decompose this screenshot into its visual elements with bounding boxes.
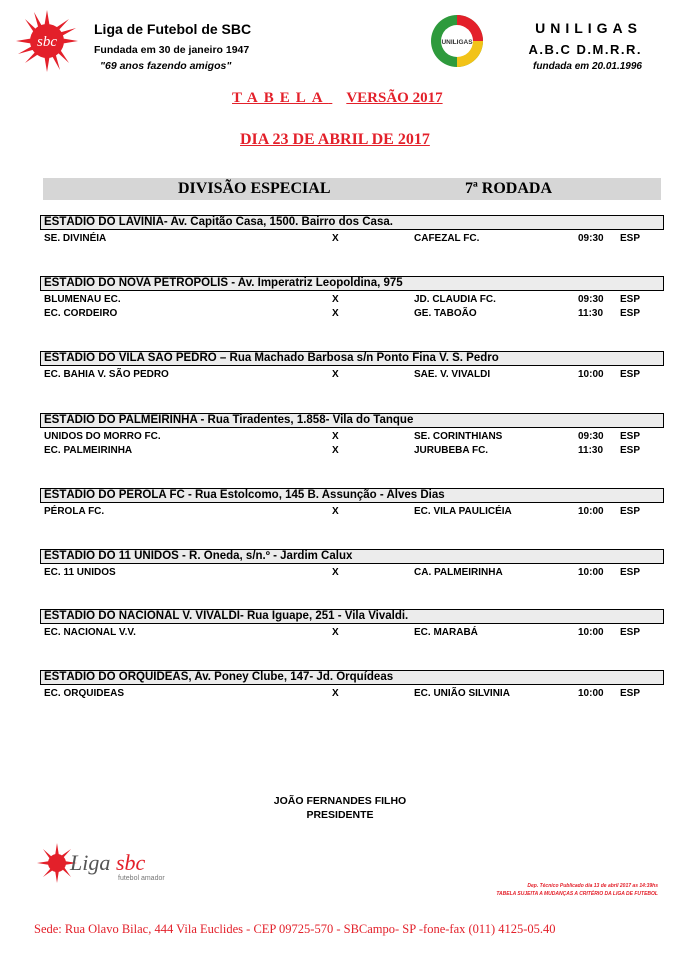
- liga-sbc-logo: [14, 8, 80, 74]
- footer-logo-liga: Liga: [70, 850, 111, 875]
- uniligas-title: UNILIGAS: [535, 20, 642, 36]
- home-team: EC. 11 UNIDOS: [44, 567, 116, 578]
- kickoff-time: 10:00: [578, 627, 604, 638]
- home-team: BLUMENAU EC.: [44, 294, 121, 305]
- match-row: [44, 369, 644, 383]
- away-team: EC. UNIÃO SILVINIA: [414, 688, 510, 699]
- home-team: EC. PALMEIRINHA: [44, 445, 133, 456]
- tabela-word: TABELA: [232, 90, 329, 106]
- stadium-header: ESTÁDIO DO 11 UNIDOS - R. Oneda, s/n.º - Jardim Calux: [40, 549, 664, 564]
- kickoff-time: 10:00: [578, 567, 604, 578]
- away-team: SE. CORINTHIANS: [414, 431, 503, 442]
- stadium-header: ESTÁDIO DO PALMEIRINHA - Rua Tiradentes, 1.858- Vila do Tanque: [40, 413, 664, 428]
- uniligas-ring-icon: [428, 12, 486, 70]
- match-row: [44, 688, 644, 702]
- round-label: 7ª RODADA: [465, 180, 553, 197]
- division-name: DIVISÃO ESPECIAL: [178, 180, 331, 197]
- division-code: ESP: [620, 233, 641, 244]
- division-code: ESP: [620, 567, 641, 578]
- away-team: CA. PALMEIRINHA: [414, 567, 503, 578]
- svg-text:sbc: sbc: [37, 34, 57, 50]
- division-bar: [43, 178, 661, 200]
- versus-mark: X: [332, 233, 339, 244]
- stadium-header: ESTÁDIO DO NOVA PETRÓPOLIS - Av. Imperatriz Leopoldina, 975: [40, 276, 664, 291]
- uniligas-subtitle: A.B.C D.M.R.R.: [528, 42, 642, 57]
- away-team: EC. VILA PAULICÉIA: [414, 506, 512, 517]
- kickoff-time: 10:00: [578, 688, 604, 699]
- kickoff-time: 11:30: [578, 308, 604, 319]
- division-code: ESP: [620, 445, 641, 456]
- stadium-header: ESTÁDIO DO PÉROLA FC - Rua Estolcomo, 145 B. Assunção - Alves Dias: [40, 488, 664, 503]
- division-code: ESP: [620, 369, 641, 380]
- kickoff-time: 10:00: [578, 506, 604, 517]
- sbc-sunburst-icon: [14, 8, 80, 74]
- away-team: JURUBEBA FC.: [414, 445, 489, 456]
- versus-mark: X: [332, 294, 339, 305]
- footer-logo-subtitle: futebol amador: [118, 875, 165, 882]
- uniligas-header: [529, 20, 642, 72]
- footer-logo: [36, 838, 186, 888]
- away-team: CAFEZAL FC.: [414, 233, 480, 244]
- stadium-header: ESTÁDIO DO NACIONAL V. VIVALDI- Rua Iguape, 251 - Vila Vivaldi.: [40, 609, 664, 624]
- versus-mark: X: [332, 431, 339, 442]
- kickoff-time: 09:30: [578, 294, 604, 305]
- signature-title: PRESIDENTE: [306, 809, 374, 821]
- uniligas-logo: [428, 12, 486, 70]
- publication-note: Dep. Técnico Publicado dia 13 de abril 2017 as 14:39hs: [527, 883, 658, 889]
- versus-mark: X: [332, 369, 339, 380]
- division-code: ESP: [620, 431, 641, 442]
- league-motto: "69 anos fazendo amigos": [100, 60, 232, 72]
- home-team: EC. NACIONAL V.V.: [44, 627, 136, 638]
- versus-mark: X: [332, 506, 339, 517]
- home-team: EC. ORQUIDEAS: [44, 688, 125, 699]
- disclaimer-note: TABELA SUJEITA A MUDANÇAS A CRITÉRIO DA LIGA DE FUTEBOL: [496, 891, 658, 897]
- kickoff-time: 09:30: [578, 233, 604, 244]
- league-title: Liga de Futebol de SBC: [94, 21, 252, 37]
- date-heading: DIA 23 DE ABRIL DE 2017: [240, 131, 430, 148]
- svg-text:UNILIGAS: UNILIGAS: [441, 39, 473, 46]
- home-team: EC. CORDEIRO: [44, 308, 118, 319]
- tabela-version: VERSÃO 2017: [346, 90, 443, 106]
- away-team: SAE. V. VIVALDI: [414, 369, 491, 380]
- kickoff-time: 10:00: [578, 369, 604, 380]
- footer-logo-sbc: sbc: [116, 850, 146, 875]
- home-team: EC. BAHIA V. SÃO PEDRO: [44, 369, 169, 380]
- versus-mark: X: [332, 308, 339, 319]
- versus-mark: X: [332, 567, 339, 578]
- away-team: JD. CLAUDIA FC.: [414, 294, 496, 305]
- stadium-header: ESTÁDIO DO LAVÍNIA- Av. Capitão Casa, 1500. Bairro dos Casa.: [40, 215, 664, 230]
- home-team: UNIDOS DO MORRO FC.: [44, 431, 161, 442]
- stadium-header: ESTÁDIO DO VILA SÃO PEDRO – Rua Machado Barbosa s/n Ponto Fina V. S. Pedro: [40, 351, 664, 366]
- league-founded: Fundada em 30 de janeiro 1947: [94, 44, 250, 56]
- away-team: GE. TABOÃO: [414, 308, 477, 319]
- match-row: [44, 567, 644, 581]
- home-team: SE. DIVINÉIA: [44, 233, 107, 244]
- kickoff-time: 09:30: [578, 431, 604, 442]
- kickoff-time: 11:30: [578, 445, 604, 456]
- match-row: [44, 308, 644, 322]
- away-team: EC. MARABÁ: [414, 627, 478, 638]
- division-code: ESP: [620, 294, 641, 305]
- versus-mark: X: [332, 688, 339, 699]
- tabela-heading: [232, 90, 443, 107]
- signature-name: JOÃO FERNANDES FILHO: [273, 795, 407, 807]
- address-line: Sede: Rua Olavo Bilac, 444 Vila Euclides - CEP 09725-570 - SBCampo- SP -fone-fax (011) 4125-05.40: [34, 922, 556, 936]
- match-row: [44, 233, 644, 247]
- versus-mark: X: [332, 627, 339, 638]
- uniligas-founded: fundada em 20.01.1996: [533, 61, 642, 72]
- division-code: ESP: [620, 308, 641, 319]
- versus-mark: X: [332, 445, 339, 456]
- division-code: ESP: [620, 506, 641, 517]
- match-row: [44, 627, 644, 641]
- match-row: [44, 506, 644, 520]
- division-code: ESP: [620, 627, 641, 638]
- match-row: [44, 431, 644, 445]
- match-row: [44, 294, 644, 308]
- division-code: ESP: [620, 688, 641, 699]
- match-row: [44, 445, 644, 459]
- home-team: PÉROLA FC.: [44, 506, 105, 517]
- stadium-header: ESTÁDIO DO ORQUÍDEAS, Av. Poney Clube, 147- Jd. Orquídeas: [40, 670, 664, 685]
